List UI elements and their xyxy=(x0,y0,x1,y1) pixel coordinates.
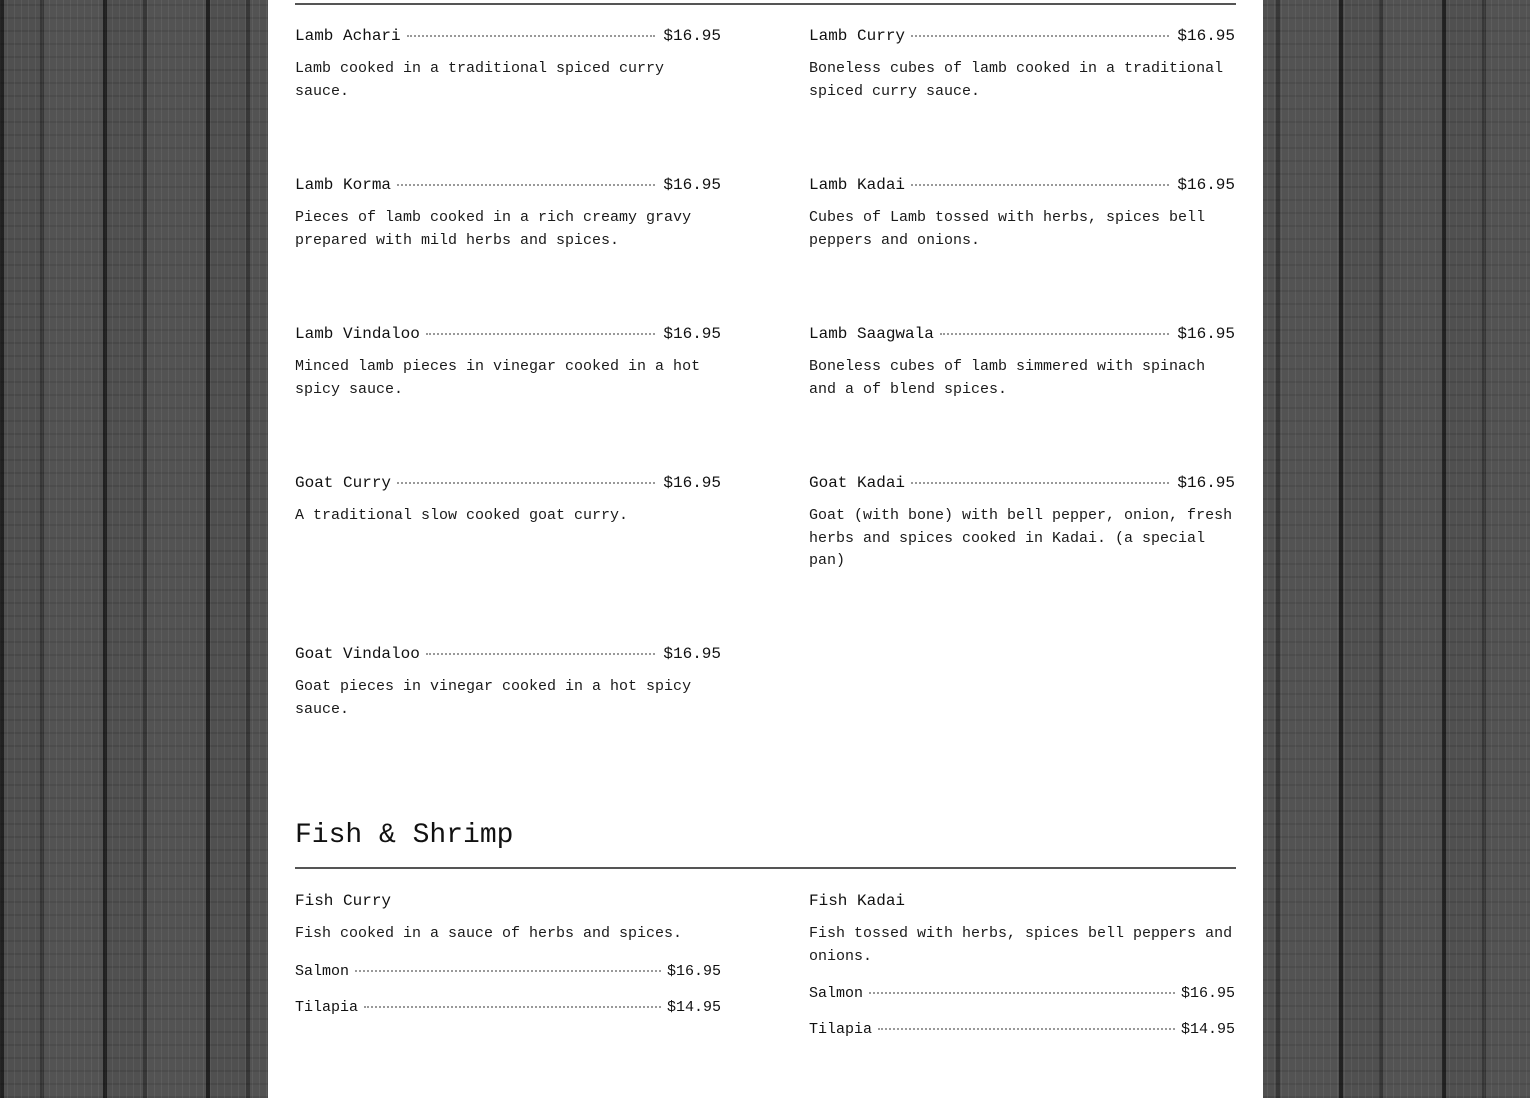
menu-item-price: $16.95 xyxy=(663,474,721,492)
section-divider xyxy=(295,867,1236,869)
menu-item xyxy=(809,473,1235,573)
menu-item-name: Fish Kadai xyxy=(809,892,906,910)
variant-price: $14.95 xyxy=(1180,1021,1235,1038)
menu-item-description: Fish cooked in a sauce of herbs and spices. xyxy=(295,925,683,942)
menu-item-name: Lamb Vindaloo xyxy=(295,325,420,343)
dotted-leader xyxy=(911,482,1169,484)
menu-panel xyxy=(268,0,1263,1098)
variant-price: $16.95 xyxy=(1180,985,1235,1002)
menu-item-price: $16.95 xyxy=(1177,176,1235,194)
menu-item-name: Lamb Kadai xyxy=(809,176,906,194)
menu-item xyxy=(809,891,1235,1040)
menu-item-description: Goat pieces in vinegar cooked in a hot spicy sauce. xyxy=(295,678,692,718)
menu-item-description: Boneless cubes of lamb simmered with spinach and a of blend spices. xyxy=(809,358,1206,398)
section-title: Fish & Shrimp xyxy=(295,820,514,851)
dotted-leader xyxy=(940,333,1170,335)
menu-item-description: Boneless cubes of lamb cooked in a traditional spiced curry sauce. xyxy=(809,60,1224,100)
menu-item-description: Cubes of Lamb tossed with herbs, spices bell peppers and onions. xyxy=(809,209,1206,249)
menu-item-name: Goat Vindaloo xyxy=(295,645,420,663)
menu-item xyxy=(295,891,721,1018)
menu-item-name: Fish Curry xyxy=(295,892,392,910)
menu-item-description: Pieces of lamb cooked in a rich creamy gravy prepared with mild herbs and spices. xyxy=(295,209,692,249)
menu-item-price: $16.95 xyxy=(663,325,721,343)
menu-item xyxy=(295,644,721,721)
menu-item-name: Lamb Korma xyxy=(295,176,392,194)
menu-item xyxy=(295,324,721,401)
variant-price: $14.95 xyxy=(666,998,721,1016)
dotted-leader xyxy=(397,482,655,484)
menu-item xyxy=(809,175,1235,252)
menu-item-name: Lamb Achari xyxy=(295,27,401,45)
menu-item-description: Lamb cooked in a traditional spiced curry sauce. xyxy=(295,60,665,100)
menu-item xyxy=(809,26,1235,103)
variant-label: Tilapia xyxy=(295,998,359,1016)
dotted-leader xyxy=(364,1006,661,1008)
dotted-leader xyxy=(911,35,1169,37)
menu-item xyxy=(295,473,721,528)
dotted-leader xyxy=(426,653,656,655)
menu-item-price: $16.95 xyxy=(1177,474,1235,492)
menu-item-price: $16.95 xyxy=(663,27,721,45)
menu-item-name: Goat Curry xyxy=(295,474,392,492)
menu-item-description: A traditional slow cooked goat curry. xyxy=(295,507,629,524)
menu-item-description: Minced lamb pieces in vinegar cooked in a hot spicy sauce. xyxy=(295,358,701,398)
dotted-leader xyxy=(426,333,656,335)
price-variant-row xyxy=(809,984,1235,1004)
section-divider xyxy=(295,3,1236,5)
menu-item-name: Lamb Curry xyxy=(809,27,906,45)
menu-item-description: Fish tossed with herbs, spices bell peppers and onions. xyxy=(809,925,1233,965)
dotted-leader xyxy=(911,184,1169,186)
price-variant-row xyxy=(809,1020,1235,1040)
menu-item xyxy=(295,26,721,103)
menu-item-description: Goat (with bone) with bell pepper, onion, fresh herbs and spices cooked in Kadai. (a special pan) xyxy=(809,507,1233,569)
dotted-leader xyxy=(355,970,661,972)
menu-item-price: $16.95 xyxy=(1177,325,1235,343)
menu-item-name: Goat Kadai xyxy=(809,474,906,492)
price-variant-row xyxy=(295,962,721,982)
menu-item xyxy=(295,175,721,252)
variant-label: Tilapia xyxy=(809,1021,873,1038)
menu-item xyxy=(809,324,1235,401)
menu-item-name: Lamb Saagwala xyxy=(809,325,934,343)
variant-label: Salmon xyxy=(295,962,350,980)
variant-price: $16.95 xyxy=(666,962,721,980)
dotted-leader xyxy=(397,184,655,186)
dotted-leader xyxy=(869,992,1175,994)
menu-item-price: $16.95 xyxy=(663,645,721,663)
price-variant-row xyxy=(295,998,721,1018)
variant-label: Salmon xyxy=(809,985,864,1002)
dotted-leader xyxy=(878,1028,1175,1030)
dotted-leader xyxy=(407,35,656,37)
menu-item-price: $16.95 xyxy=(1177,27,1235,45)
menu-item-price: $16.95 xyxy=(663,176,721,194)
